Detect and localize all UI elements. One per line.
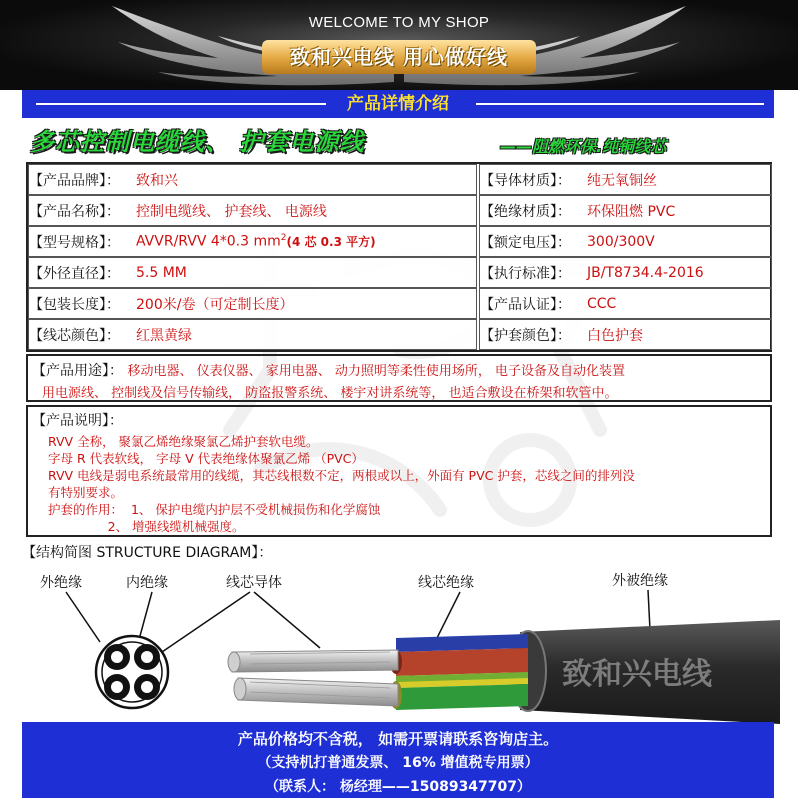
footer-tax-note: 产品价格均不含税， 如需开票请联系咨询店主。 [237,730,559,748]
spec-label: 【包装长度】： [29,296,120,313]
spec-value: CCC [587,295,617,312]
spec-insulation [479,195,772,226]
spec-value: 5.5 MM [136,264,187,281]
shop-header [0,0,798,90]
description-label: 【产品说明】： [32,413,123,429]
spec-value: 白色护套 [587,327,643,344]
footer-banner [22,722,774,798]
structure-diagram [0,560,798,726]
spec-table [26,162,772,352]
spec-label: 【导体材质】： [480,172,571,189]
footer-invoice-note: （支持机打普通发票、 16% 增值税专用票） [257,755,539,771]
description-line: 护套的作用： 1、 保护电缆内护层不受机械损伤和化学腐蚀 [48,502,381,517]
spec-value: 红黑黄绿 [136,327,192,344]
spec-label: 【线芯颜色】： [29,327,120,344]
spec-value: 控制电缆线、 护套线、 电源线 [136,203,327,220]
section-banner [22,90,774,118]
description-line: RVV 电线是弱电系统最常用的线缆，其芯线根数不定，两根或以上，外面有 PVC 护套，芯线之间的排列没 [48,468,635,483]
spec-label: 【产品名称】： [29,203,120,220]
spec-label: 【额定电压】： [480,234,571,251]
spec-length [28,288,477,319]
product-subheading: ——阻燃环保.纯铜线芯 [500,137,667,156]
spec-label: 【绝缘材质】： [480,203,571,220]
spec-brand [28,164,477,195]
spec-label: 【外径直径】： [29,265,120,282]
footer-contact: （联系人： 杨经理——15089347707） [264,779,532,795]
spec-conductor [479,164,772,195]
spec-value: 纯无氧铜丝 [587,172,657,189]
spec-value: 200米/卷（可定制长度） [136,296,294,313]
spec-cert [479,288,772,319]
spec-value: 300/300V [587,233,655,250]
spec-sheath-color [479,319,772,350]
structure-title: 【结构简图 STRUCTURE DIAGRAM】： [22,545,273,561]
description-line: RVV 全称， 聚氯乙烯绝缘聚氯乙烯护套软电缆。 [48,434,319,449]
spec-value: 环保阻燃 PVC [587,203,676,220]
spec-label: 【执行标准】： [480,265,571,282]
usage-box [26,354,772,402]
spec-model [28,226,477,257]
model-text: AVVR/RVV 4*0.3 mm [136,233,281,250]
spec-voltage [479,226,772,257]
cross-section-icon [96,636,168,708]
label-core-insulation: 线芯绝缘 [418,575,474,591]
banner-title: 产品详情介绍 [347,94,449,114]
welcome-text: WELCOME TO MY SHOP [308,14,490,31]
usage-line-1 [32,360,625,380]
spec-label: 【型号规格】： [29,234,120,251]
outer-sheath-icon [510,620,780,724]
label-inner-insulation: 内绝缘 [126,575,168,591]
cable-drawing [0,560,798,726]
core-insulation-icon [390,634,528,710]
shop-slogan: 致和兴电线 用心做好线 [262,40,536,74]
usage-text-2: 用电源线、 控制线及信号传输线， 防盗报警系统、 楼宇对讲系统等， 也适合敷设在桥架和软管中。 [42,386,618,401]
description-line: 2、 增强线缆机械强度。 [48,519,245,534]
spec-label: 【产品品牌】： [29,172,120,189]
label-conductor: 线芯导体 [226,575,282,591]
spec-name [28,195,477,226]
usage-text-1: 移动电器、 仪表仪器、 家用电器、 动力照明等柔性使用场所， 电子设备及自动化装置 [127,364,625,379]
conductor-icon [228,650,398,706]
spec-standard [479,257,772,288]
spec-label: 【产品认证】： [480,296,571,313]
label-outer-insulation: 外绝缘 [40,575,82,591]
description-line: 有特别要求。 [48,485,124,500]
model-superscript: 2 [280,233,287,244]
description-box [26,405,772,537]
spec-label: 【护套颜色】： [480,327,571,344]
spec-value [136,233,286,250]
spec-value: JB/T8734.4-2016 [587,264,704,281]
spec-core-color [28,319,477,350]
description-line: 字母 R 代表软线， 字母 V 代表绝缘体聚氯乙烯 （PVC） [48,451,364,466]
usage-label: 【产品用途】： [32,363,123,379]
label-outer-sheath: 外被绝缘 [612,573,668,589]
product-heading: 多芯控制电缆线、 护套电源线 [30,128,365,156]
spec-value: 致和兴 [136,172,178,189]
model-note: (4 芯 0.3 平方) [286,235,376,249]
spec-diameter [28,257,477,288]
cable-print-text: 致和兴电线 [562,657,712,692]
